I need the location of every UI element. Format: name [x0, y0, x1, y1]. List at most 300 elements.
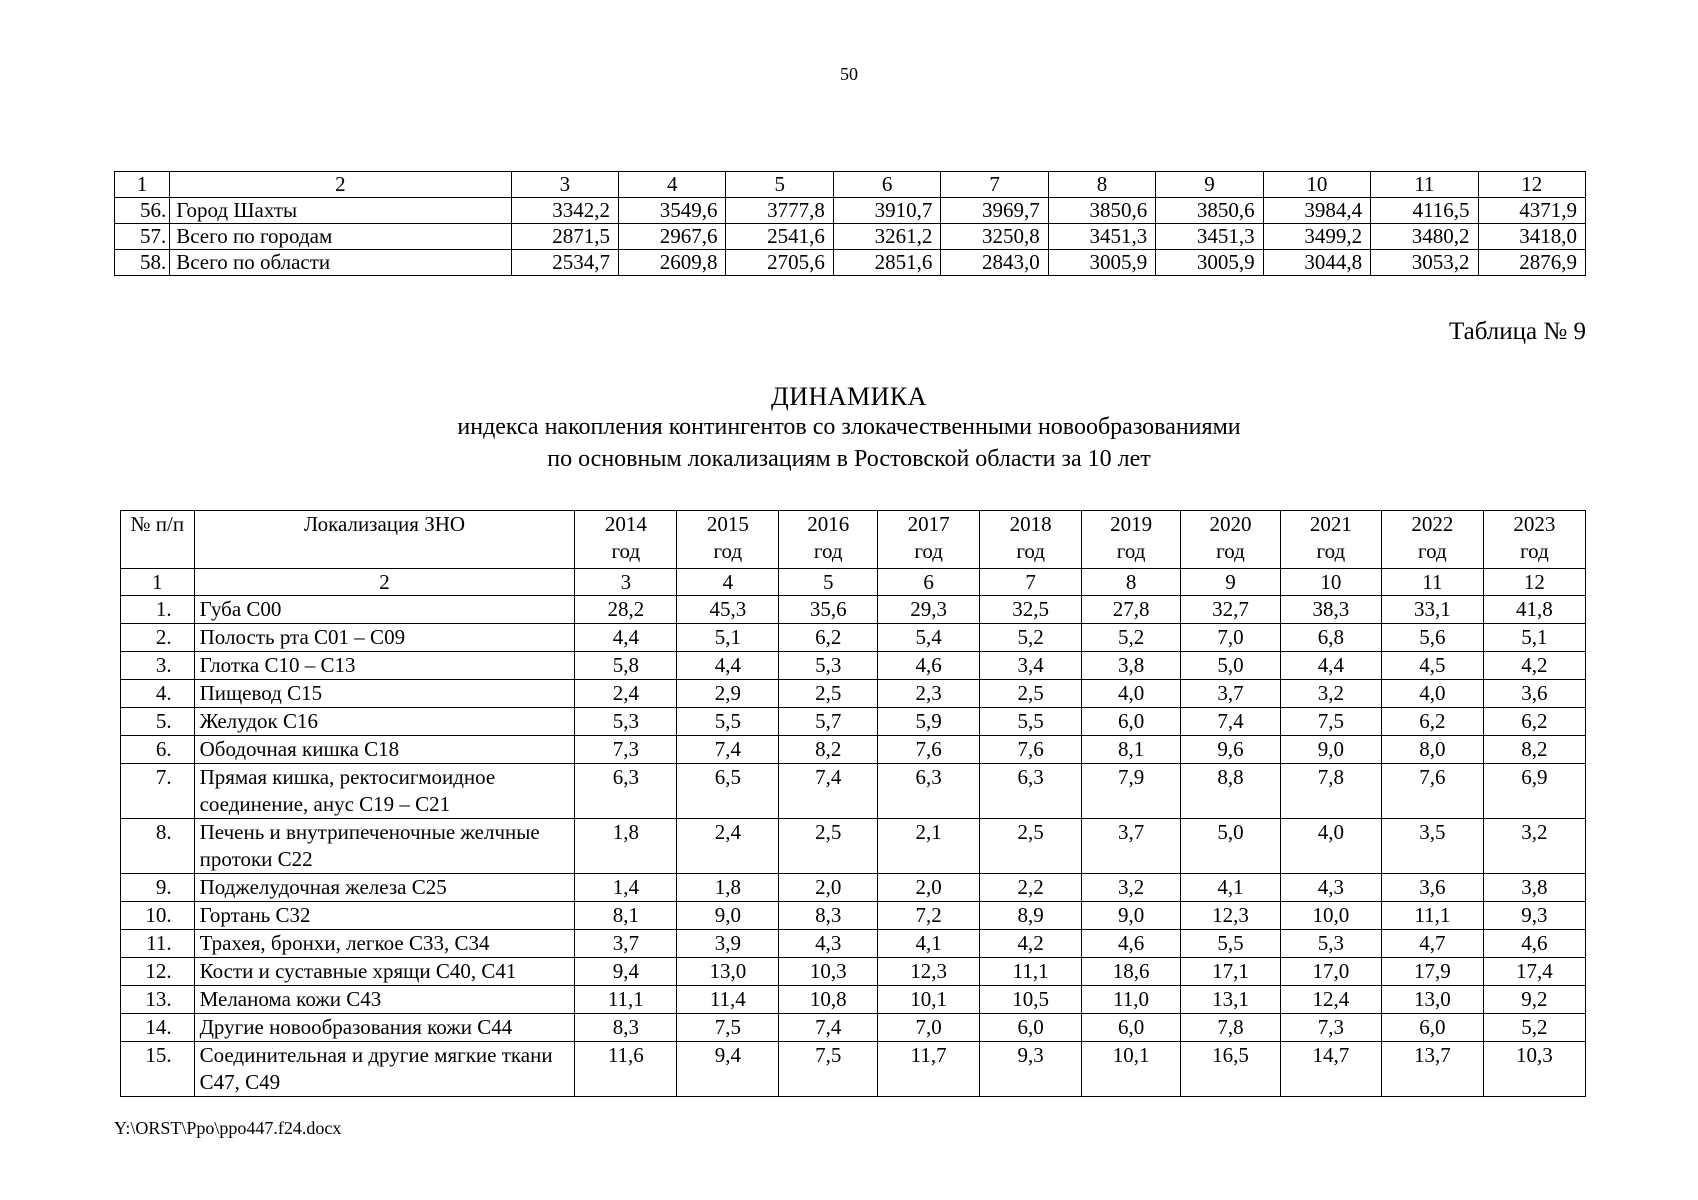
value-cell: 35,6: [779, 596, 878, 624]
value-cell: 5,7: [779, 708, 878, 736]
row-number-cell: 4.: [121, 680, 195, 708]
value-cell: 9,0: [677, 902, 779, 930]
value-cell: 2,4: [575, 680, 677, 708]
value-cell: 4,1: [1181, 874, 1281, 902]
row-number-cell: 2.: [121, 624, 195, 652]
row-number-cell: 7.: [121, 764, 195, 819]
table-row: [121, 958, 1586, 986]
value-cell: 5,8: [575, 652, 677, 680]
table-row: [121, 708, 1586, 736]
value-cell: 3777,8: [726, 198, 833, 224]
value-cell: 9,4: [677, 1042, 779, 1097]
value-cell: 5,2: [1483, 1014, 1585, 1042]
value-cell: 8,3: [779, 902, 878, 930]
table-row: [121, 764, 1586, 819]
year-label: 2022: [1411, 512, 1454, 536]
table-row: [121, 1042, 1586, 1097]
value-cell: 13,0: [677, 958, 779, 986]
localization-cell: Гортань С32: [194, 902, 575, 930]
value-cell: 17,1: [1181, 958, 1281, 986]
value-cell: 4,0: [1082, 680, 1181, 708]
value-cell: 11,1: [980, 958, 1082, 986]
row-number-cell: 9.: [121, 874, 195, 902]
value-cell: 4,4: [575, 624, 677, 652]
value-cell: 5,2: [980, 624, 1082, 652]
row-name-cell: Всего по городам: [170, 224, 511, 250]
table-row: [121, 680, 1586, 708]
value-cell: 3,8: [1483, 874, 1585, 902]
header-year-cell: [980, 511, 1082, 569]
value-cell: 4,5: [1381, 652, 1483, 680]
value-cell: 3,7: [1082, 819, 1181, 874]
value-cell: 7,9: [1082, 764, 1181, 819]
row-number-cell: 5.: [121, 708, 195, 736]
value-cell: 3850,6: [1156, 198, 1263, 224]
value-cell: 1,4: [575, 874, 677, 902]
value-cell: 5,0: [1181, 652, 1281, 680]
row-number-cell: 12.: [121, 958, 195, 986]
localization-cell: Меланома кожи С43: [194, 986, 575, 1014]
localization-cell: Губа С00: [194, 596, 575, 624]
value-cell: 7,5: [779, 1042, 878, 1097]
value-cell: 5,1: [677, 624, 779, 652]
value-cell: 5,2: [1082, 624, 1181, 652]
value-cell: 28,2: [575, 596, 677, 624]
table-subtitle-line-1: индекса накопления контингентов со злокачественными новообразованиями: [457, 414, 1241, 440]
dynamics-table: [120, 510, 1586, 1097]
header-year-cell: [1082, 511, 1181, 569]
row-number-cell: 13.: [121, 986, 195, 1014]
value-cell: 6,3: [980, 764, 1082, 819]
column-index-cell: 2: [194, 569, 575, 596]
value-cell: 12,4: [1280, 986, 1381, 1014]
column-index-cell: 5: [779, 569, 878, 596]
localization-cell: Другие новообразования кожи С44: [194, 1014, 575, 1042]
value-cell: 9,3: [1483, 902, 1585, 930]
value-cell: 5,5: [980, 708, 1082, 736]
table-row: [121, 736, 1586, 764]
value-cell: 6,3: [575, 764, 677, 819]
localization-cell: Желудок С16: [194, 708, 575, 736]
value-cell: 8,3: [575, 1014, 677, 1042]
value-cell: 2,0: [878, 874, 980, 902]
column-index-cell: 7: [980, 569, 1082, 596]
value-cell: 11,4: [677, 986, 779, 1014]
table-row: [121, 930, 1586, 958]
year-suffix: год: [1116, 539, 1146, 563]
row-number-cell: 56.: [115, 198, 170, 224]
value-cell: 9,2: [1483, 986, 1585, 1014]
column-index-cell: 6: [878, 569, 980, 596]
value-cell: 2,4: [677, 819, 779, 874]
header-year-cell: [779, 511, 878, 569]
header-year-cell: [1381, 511, 1483, 569]
value-cell: 3044,8: [1263, 250, 1370, 276]
year-suffix: год: [611, 539, 641, 563]
value-cell: 7,4: [677, 736, 779, 764]
value-cell: 8,9: [980, 902, 1082, 930]
year-label: 2015: [706, 512, 749, 536]
row-number-cell: 1.: [121, 596, 195, 624]
value-cell: 8,8: [1181, 764, 1281, 819]
value-cell: 4,0: [1280, 819, 1381, 874]
header-row: [121, 511, 1586, 569]
value-cell: 5,3: [779, 652, 878, 680]
value-cell: 3,7: [1181, 680, 1281, 708]
row-number-cell: 3.: [121, 652, 195, 680]
column-index-cell: 12: [1483, 569, 1585, 596]
year-label: 2020: [1209, 512, 1252, 536]
value-cell: 4,3: [1280, 874, 1381, 902]
value-cell: 7,8: [1181, 1014, 1281, 1042]
value-cell: 3342,2: [511, 198, 618, 224]
row-number-cell: 8.: [121, 819, 195, 874]
value-cell: 2,0: [779, 874, 878, 902]
value-cell: 11,6: [575, 1042, 677, 1097]
value-cell: 8,2: [779, 736, 878, 764]
value-cell: 2,9: [677, 680, 779, 708]
year-suffix: год: [1520, 539, 1549, 563]
value-cell: 6,0: [980, 1014, 1082, 1042]
value-cell: 14,7: [1280, 1042, 1381, 1097]
value-cell: 3451,3: [1048, 224, 1155, 250]
column-index-cell: 10: [1263, 172, 1370, 198]
value-cell: 4,2: [1483, 652, 1585, 680]
value-cell: 2876,9: [1478, 250, 1585, 276]
value-cell: 18,6: [1082, 958, 1181, 986]
value-cell: 3451,3: [1156, 224, 1263, 250]
value-cell: 5,3: [1280, 930, 1381, 958]
year-label: 2023: [1513, 512, 1556, 536]
value-cell: 2851,6: [833, 250, 940, 276]
value-cell: 2705,6: [726, 250, 833, 276]
file-path-footer: Y:\ORST\Ppo\ppo447.f24.docx: [114, 1118, 342, 1138]
year-suffix: год: [1418, 539, 1447, 563]
row-number-cell: 57.: [115, 224, 170, 250]
localization-cell: Пищевод С15: [194, 680, 575, 708]
value-cell: 11,1: [575, 986, 677, 1014]
value-cell: 45,3: [677, 596, 779, 624]
column-index-row: [121, 569, 1586, 596]
value-cell: 9,4: [575, 958, 677, 986]
table-row: [121, 1014, 1586, 1042]
value-cell: 17,4: [1483, 958, 1585, 986]
table-title: ДИНАМИКА: [770, 382, 928, 411]
value-cell: 5,5: [677, 708, 779, 736]
table-row: [121, 596, 1586, 624]
value-cell: 2871,5: [511, 224, 618, 250]
value-cell: 2609,8: [619, 250, 726, 276]
column-index-cell: 9: [1156, 172, 1263, 198]
value-cell: 7,4: [779, 1014, 878, 1042]
value-cell: 27,8: [1082, 596, 1181, 624]
value-cell: 32,7: [1181, 596, 1281, 624]
value-cell: 7,4: [1181, 708, 1281, 736]
localization-cell: Поджелудочная железа С25: [194, 874, 575, 902]
column-index-row: [115, 172, 1586, 198]
row-number-cell: 15.: [121, 1042, 195, 1097]
column-index-cell: 1: [121, 569, 195, 596]
column-index-cell: 10: [1280, 569, 1381, 596]
value-cell: 2,5: [980, 680, 1082, 708]
header-localization-cell: Локализация ЗНО: [194, 511, 575, 569]
localization-cell: Трахея, бронхи, легкое С33, С34: [194, 930, 575, 958]
value-cell: 12,3: [878, 958, 980, 986]
year-label: 2017: [907, 512, 950, 536]
header-year-cell: [1483, 511, 1585, 569]
value-cell: 11,1: [1381, 902, 1483, 930]
value-cell: 10,5: [980, 986, 1082, 1014]
value-cell: 4,6: [1483, 930, 1585, 958]
value-cell: 3984,4: [1263, 198, 1370, 224]
value-cell: 6,0: [1381, 1014, 1483, 1042]
value-cell: 5,5: [1181, 930, 1281, 958]
table-row: [121, 902, 1586, 930]
value-cell: 7,6: [980, 736, 1082, 764]
year-label: 2016: [807, 512, 850, 536]
value-cell: 4371,9: [1478, 198, 1585, 224]
value-cell: 7,8: [1280, 764, 1381, 819]
value-cell: 10,0: [1280, 902, 1381, 930]
value-cell: 3,6: [1381, 874, 1483, 902]
value-cell: 6,2: [779, 624, 878, 652]
value-cell: 2541,6: [726, 224, 833, 250]
column-index-cell: 5: [726, 172, 833, 198]
value-cell: 4,4: [677, 652, 779, 680]
value-cell: 17,9: [1381, 958, 1483, 986]
value-cell: 3,2: [1483, 819, 1585, 874]
value-cell: 1,8: [677, 874, 779, 902]
value-cell: 2534,7: [511, 250, 618, 276]
value-cell: 3,9: [677, 930, 779, 958]
continuation-table: [114, 171, 1586, 276]
column-index-cell: 2: [170, 172, 511, 198]
table-row: [121, 652, 1586, 680]
value-cell: 3549,6: [619, 198, 726, 224]
column-index-cell: 3: [511, 172, 618, 198]
row-number-cell: 11.: [121, 930, 195, 958]
value-cell: 4,3: [779, 930, 878, 958]
value-cell: 2,5: [980, 819, 1082, 874]
value-cell: 3005,9: [1048, 250, 1155, 276]
year-suffix: год: [713, 539, 743, 563]
value-cell: 5,1: [1483, 624, 1585, 652]
value-cell: 3499,2: [1263, 224, 1370, 250]
value-cell: 3418,0: [1478, 224, 1585, 250]
value-cell: 29,3: [878, 596, 980, 624]
value-cell: 3,2: [1280, 680, 1381, 708]
value-cell: 4,4: [1280, 652, 1381, 680]
table-row: [115, 224, 1586, 250]
value-cell: 4,2: [980, 930, 1082, 958]
value-cell: 7,3: [575, 736, 677, 764]
value-cell: 32,5: [980, 596, 1082, 624]
value-cell: 7,6: [878, 736, 980, 764]
value-cell: 3969,7: [941, 198, 1048, 224]
value-cell: 12,3: [1181, 902, 1281, 930]
localization-cell: Полость рта С01 – С09: [194, 624, 575, 652]
table-row: [121, 624, 1586, 652]
year-label: 2014: [604, 512, 647, 536]
value-cell: 2843,0: [941, 250, 1048, 276]
value-cell: 7,4: [779, 764, 878, 819]
value-cell: 3250,8: [941, 224, 1048, 250]
localization-cell: Печень и внутрипеченочные желчные протоки С22: [194, 819, 575, 874]
row-name-cell: Город Шахты: [170, 198, 511, 224]
value-cell: 3053,2: [1371, 250, 1478, 276]
value-cell: 4,6: [1082, 930, 1181, 958]
value-cell: 5,4: [878, 624, 980, 652]
value-cell: 10,8: [779, 986, 878, 1014]
year-label: 2018: [1009, 512, 1052, 536]
value-cell: 11,7: [878, 1042, 980, 1097]
value-cell: 16,5: [1181, 1042, 1281, 1097]
column-index-cell: 1: [115, 172, 170, 198]
value-cell: 3,6: [1483, 680, 1585, 708]
value-cell: 3,8: [1082, 652, 1181, 680]
column-index-cell: 7: [941, 172, 1048, 198]
row-number-cell: 10.: [121, 902, 195, 930]
year-suffix: год: [1316, 539, 1346, 563]
table-number-label: Таблица № 9: [1448, 318, 1586, 345]
value-cell: 8,1: [1082, 736, 1181, 764]
value-cell: 7,0: [1181, 624, 1281, 652]
header-year-cell: [878, 511, 980, 569]
value-cell: 6,2: [1381, 708, 1483, 736]
value-cell: 10,1: [1082, 1042, 1181, 1097]
value-cell: 4,1: [878, 930, 980, 958]
value-cell: 3005,9: [1156, 250, 1263, 276]
value-cell: 3850,6: [1048, 198, 1155, 224]
value-cell: 9,3: [980, 1042, 1082, 1097]
value-cell: 6,3: [878, 764, 980, 819]
table-row: [115, 250, 1586, 276]
row-number-cell: 6.: [121, 736, 195, 764]
value-cell: 13,0: [1381, 986, 1483, 1014]
value-cell: 3,7: [575, 930, 677, 958]
value-cell: 6,2: [1483, 708, 1585, 736]
value-cell: 13,1: [1181, 986, 1281, 1014]
value-cell: 3261,2: [833, 224, 940, 250]
value-cell: 8,2: [1483, 736, 1585, 764]
value-cell: 7,0: [878, 1014, 980, 1042]
localization-cell: Кости и суставные хрящи С40, С41: [194, 958, 575, 986]
value-cell: 6,9: [1483, 764, 1585, 819]
value-cell: 13,7: [1381, 1042, 1483, 1097]
value-cell: 10,3: [1483, 1042, 1585, 1097]
value-cell: 3,5: [1381, 819, 1483, 874]
column-index-cell: 4: [677, 569, 779, 596]
header-year-cell: [1280, 511, 1381, 569]
value-cell: 3,4: [980, 652, 1082, 680]
value-cell: 9,6: [1181, 736, 1281, 764]
value-cell: 17,0: [1280, 958, 1381, 986]
header-year-cell: [677, 511, 779, 569]
column-index-cell: 11: [1381, 569, 1483, 596]
value-cell: 2,5: [779, 819, 878, 874]
localization-cell: Соединительная и другие мягкие ткани С47, С49: [194, 1042, 575, 1097]
value-cell: 2,5: [779, 680, 878, 708]
table-row: [121, 819, 1586, 874]
value-cell: 7,3: [1280, 1014, 1381, 1042]
value-cell: 6,0: [1082, 1014, 1181, 1042]
value-cell: 11,0: [1082, 986, 1181, 1014]
value-cell: 10,1: [878, 986, 980, 1014]
year-suffix: год: [1216, 539, 1245, 563]
localization-cell: Ободочная кишка С18: [194, 736, 575, 764]
year-suffix: год: [914, 539, 943, 563]
value-cell: 5,3: [575, 708, 677, 736]
value-cell: 2,2: [980, 874, 1082, 902]
value-cell: 6,8: [1280, 624, 1381, 652]
header-number-cell: № п/п: [121, 511, 195, 569]
value-cell: 5,9: [878, 708, 980, 736]
value-cell: 41,8: [1483, 596, 1585, 624]
value-cell: 8,1: [575, 902, 677, 930]
value-cell: 3910,7: [833, 198, 940, 224]
row-name-cell: Всего по области: [170, 250, 511, 276]
value-cell: 2967,6: [619, 224, 726, 250]
value-cell: 5,0: [1181, 819, 1281, 874]
column-index-cell: 8: [1082, 569, 1181, 596]
value-cell: 4,7: [1381, 930, 1483, 958]
value-cell: 3480,2: [1371, 224, 1478, 250]
table-row: [121, 874, 1586, 902]
header-year-cell: [575, 511, 677, 569]
value-cell: 9,0: [1280, 736, 1381, 764]
table-subtitle-line-2: по основным локализациям в Ростовской области за 10 лет: [547, 446, 1151, 472]
column-index-cell: 9: [1181, 569, 1281, 596]
value-cell: 5,6: [1381, 624, 1483, 652]
column-index-cell: 4: [619, 172, 726, 198]
value-cell: 6,0: [1082, 708, 1181, 736]
value-cell: 7,6: [1381, 764, 1483, 819]
value-cell: 7,5: [677, 1014, 779, 1042]
column-index-cell: 11: [1371, 172, 1478, 198]
year-label: 2021: [1309, 512, 1352, 536]
row-number-cell: 14.: [121, 1014, 195, 1042]
value-cell: 4,6: [878, 652, 980, 680]
value-cell: 10,3: [779, 958, 878, 986]
row-number-cell: 58.: [115, 250, 170, 276]
page-number: 50: [840, 64, 858, 84]
value-cell: 7,2: [878, 902, 980, 930]
column-index-cell: 8: [1048, 172, 1155, 198]
table-row: [115, 198, 1586, 224]
value-cell: 6,5: [677, 764, 779, 819]
table-row: [121, 986, 1586, 1014]
column-index-cell: 6: [833, 172, 940, 198]
value-cell: 3,2: [1082, 874, 1181, 902]
localization-cell: Глотка С10 – С13: [194, 652, 575, 680]
column-index-cell: 12: [1478, 172, 1585, 198]
value-cell: 4116,5: [1371, 198, 1478, 224]
value-cell: 2,1: [878, 819, 980, 874]
value-cell: 4,0: [1381, 680, 1483, 708]
value-cell: 8,0: [1381, 736, 1483, 764]
value-cell: 33,1: [1381, 596, 1483, 624]
value-cell: 9,0: [1082, 902, 1181, 930]
year-label: 2019: [1110, 512, 1153, 536]
year-suffix: год: [813, 539, 843, 563]
year-suffix: год: [1016, 539, 1045, 563]
header-year-cell: [1181, 511, 1281, 569]
value-cell: 1,8: [575, 819, 677, 874]
column-index-cell: 3: [575, 569, 677, 596]
value-cell: 7,5: [1280, 708, 1381, 736]
value-cell: 38,3: [1280, 596, 1381, 624]
value-cell: 2,3: [878, 680, 980, 708]
